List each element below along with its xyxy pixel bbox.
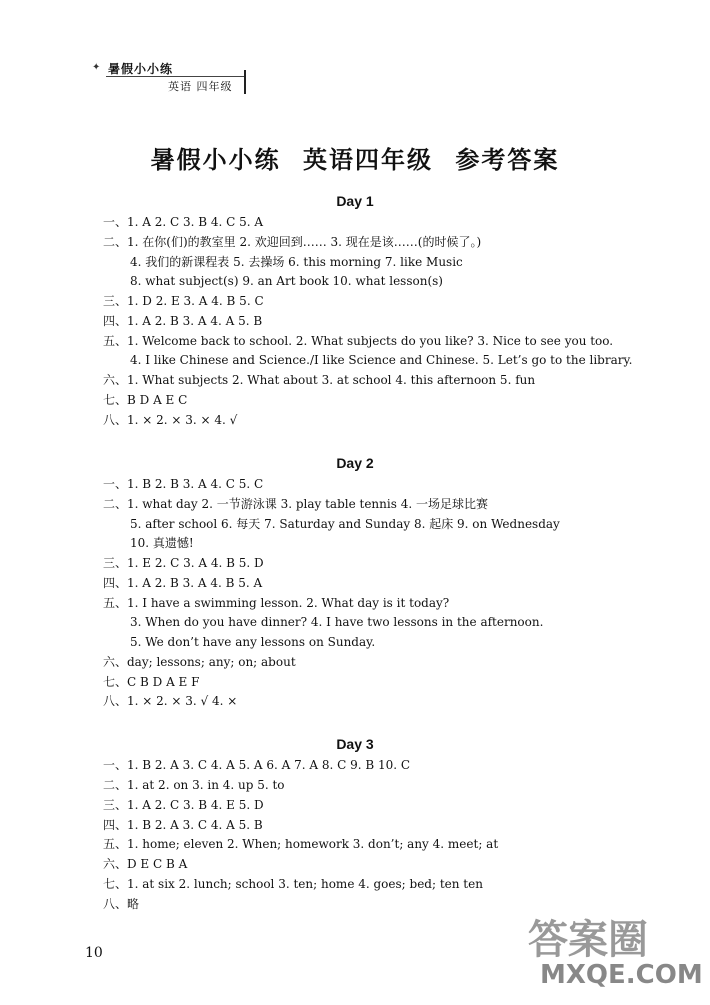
answer-line: 八、1. × 2. × 3. √ 4. × <box>103 694 238 708</box>
watermark-logo-en: MXQE.COM <box>540 960 703 990</box>
answer-line: 四、1. A 2. B 3. A 4. A 5. B <box>103 314 263 328</box>
answer-line: 七、B D A E C <box>103 393 188 407</box>
answer-line: 五、1. Welcome back to school. 2. What subjects do you like? 3. Nice to see you too. <box>103 334 614 348</box>
watermark-logo-cn: 答案圈 <box>528 917 648 963</box>
answer-line: 七、C B D A E F <box>103 675 200 689</box>
answer-line: 二、1. at 2. on 3. in 4. up 5. to <box>103 778 285 792</box>
answer-line: 七、1. at six 2. lunch; school 3. ten; home 4. goes; bed; ten ten <box>103 877 483 891</box>
answer-line: 三、1. E 2. C 3. A 4. B 5. D <box>103 556 264 570</box>
answer-line: 五、1. I have a swimming lesson. 2. What day is it today? <box>103 596 450 610</box>
answer-line: 二、1. 在你(们)的教室里 2. 欢迎回到…… 3. 现在是该……(的时候了。) <box>103 235 482 249</box>
day2-title: Day 2 <box>336 455 374 471</box>
star-icon: ✦ <box>92 62 101 73</box>
answer-line: 五、1. home; eleven 2. When; homework 3. don’t; any 4. meet; at <box>103 837 499 851</box>
day3-title: Day 3 <box>336 736 374 752</box>
answer-line: 一、1. B 2. B 3. A 4. C 5. C <box>103 477 264 491</box>
answer-line: 三、1. A 2. C 3. B 4. E 5. D <box>103 798 264 812</box>
header-underline <box>106 76 246 77</box>
page-title: 暑假小小练 英语四年级 参考答案 <box>150 145 560 174</box>
answer-line: 10. 真遗憾! <box>130 536 194 550</box>
page-number: 10 <box>85 945 103 961</box>
answer-line: 三、1. D 2. E 3. A 4. B 5. C <box>103 294 264 308</box>
answer-line: 4. I like Chinese and Science./I like Science and Chinese. 5. Let’s go to the library. <box>130 353 633 367</box>
book-header <box>92 56 252 96</box>
answer-line: 一、1. A 2. C 3. B 4. C 5. A <box>103 215 264 229</box>
series-title: 暑假小小练 <box>108 62 174 76</box>
watermark-logo <box>520 900 703 1000</box>
answer-line: 四、1. A 2. B 3. A 4. B 5. A <box>103 576 263 590</box>
day1-title: Day 1 <box>336 193 374 209</box>
answer-line: 3. When do you have dinner? 4. I have two lessons in the afternoon. <box>130 615 544 629</box>
answer-line: 六、1. What subjects 2. What about 3. at school 4. this afternoon 5. fun <box>103 373 536 387</box>
answer-line: 四、1. B 2. A 3. C 4. A 5. B <box>103 818 263 832</box>
header-divider <box>244 70 246 94</box>
answer-line: 六、D E C B A <box>103 857 188 871</box>
answer-line: 一、1. B 2. A 3. C 4. A 5. A 6. A 7. A 8. C 9. B 10. C <box>103 758 411 772</box>
answer-line: 4. 我们的新课程表 5. 去操场 6. this morning 7. like Music <box>130 255 463 269</box>
answer-line: 8. what subject(s) 9. an Art book 10. what lesson(s) <box>130 274 443 288</box>
answer-line: 5. after school 6. 每天 7. Saturday and Sunday 8. 起床 9. on Wednesday <box>130 517 560 531</box>
answer-line: 六、day; lessons; any; on; about <box>103 655 296 669</box>
answer-line: 5. We don’t have any lessons on Sunday. <box>130 635 376 649</box>
answer-line: 二、1. what day 2. 一节游泳课 3. play table tennis 4. 一场足球比赛 <box>103 497 488 511</box>
series-subtitle: 英语 四年级 <box>168 80 233 93</box>
answer-line: 八、略 <box>103 897 140 911</box>
answer-line: 八、1. × 2. × 3. × 4. √ <box>103 413 238 427</box>
